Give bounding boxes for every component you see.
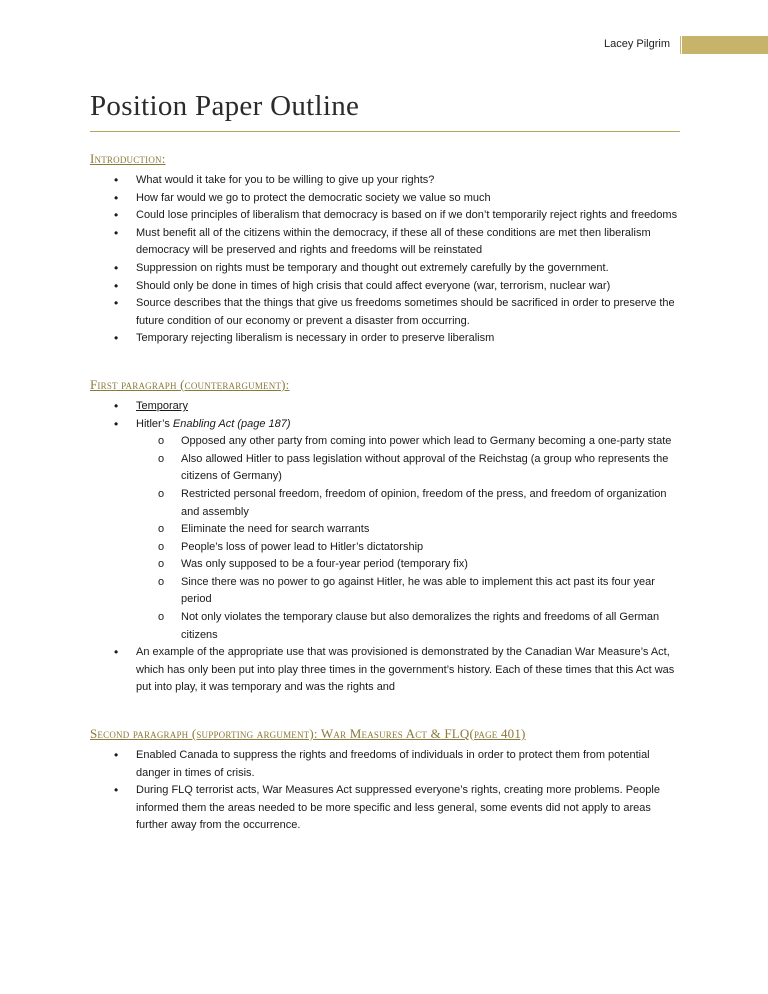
list-item: • What would it take for you to be willing to give up your rights? (90, 172, 680, 190)
header-author-name: Lacey Pilgrim (603, 38, 670, 50)
enabling-act-title: Enabling Act (page 187) (172, 417, 291, 430)
first-paragraph-list (90, 398, 680, 697)
list-item: • Suppression on rights must be temporary and thought out extremely carefully by the government. (90, 260, 680, 278)
sub-list-item: o Restricted personal freedom, freedom of opinion, freedom of the press, and freedom of organization and assembly (136, 486, 680, 521)
list-item (90, 398, 680, 416)
list-item: • During FLQ terrorist acts, War Measures Act suppressed everyone’s rights, creating more problems. People informed them the areas needed to be more specific and less general, some events did not apply to areas further away from the occurrence. (90, 782, 680, 835)
document-title: Position Paper Outline (90, 90, 360, 122)
list-item: • Must benefit all of the citizens within the democracy, if these all of these conditions are met then liberalism democracy will be preserved and rights and freedoms will be reinstated (90, 225, 680, 260)
sub-list-item: o Opposed any other party from coming into power which lead to Germany becoming a one-party state (136, 433, 680, 451)
intro-list (90, 172, 680, 348)
hitler-prefix: Hitler’s (136, 417, 173, 430)
list-item: • Could lose principles of liberalism that democracy is based on if we don’t temporarily reject rights and freedoms (90, 207, 680, 225)
document-body (90, 150, 680, 835)
intro-heading: Introduction: (90, 151, 166, 166)
enabling-act-sublist (136, 433, 680, 644)
header-divider (680, 36, 681, 54)
temporary-label: Temporary (136, 399, 188, 412)
title-rule (90, 131, 680, 132)
sub-list-item: o Since there was no power to go against Hitler, he was able to implement this act past its four year period (136, 574, 680, 609)
sub-list-item: o Eliminate the need for search warrants (136, 521, 680, 539)
list-item: • Source describes that the things that give us freedoms sometimes should be sacrificed in order to preserve the future condition of our economy or prevent a disaster from occurring. (90, 295, 680, 330)
sub-list-item: o Was only supposed to be a four-year period (temporary fix) (136, 556, 680, 574)
sub-list-item: o People’s loss of power lead to Hitler’s dictatorship (136, 539, 680, 557)
list-item: • Should only be done in times of high crisis that could affect everyone (war, terrorism, nuclear war) (90, 278, 680, 296)
header-accent-block (682, 36, 768, 54)
list-item: • Temporary rejecting liberalism is necessary in order to preserve liberalism (90, 330, 680, 348)
list-item (90, 416, 680, 645)
second-paragraph-list (90, 747, 680, 835)
list-item: • An example of the appropriate use that was provisioned is demonstrated by the Canadian War Measure’s Act, which has only been put into play three times in the government’s history. Each of these times that this Act was put into play, it was temporary and was the rights and (90, 644, 680, 697)
first-paragraph-heading: First paragraph (counterargument): (90, 376, 290, 392)
sub-list-item: o Also allowed Hitler to pass legislation without approval of the Reichstag (a group who represents the citizens of Germany) (136, 451, 680, 486)
list-item: • How far would we go to protect the democratic society we value so much (90, 190, 680, 208)
sub-list-item: o Not only violates the temporary clause but also demoralizes the rights and freedoms of all German citizens (136, 609, 680, 644)
list-item: • Enabled Canada to suppress the rights and freedoms of individuals in order to protect them from potential danger in times of crisis. (90, 747, 680, 782)
second-paragraph-heading: Second paragraph (supporting argument): War Measures Act & FLQ(page 401) (90, 726, 526, 742)
